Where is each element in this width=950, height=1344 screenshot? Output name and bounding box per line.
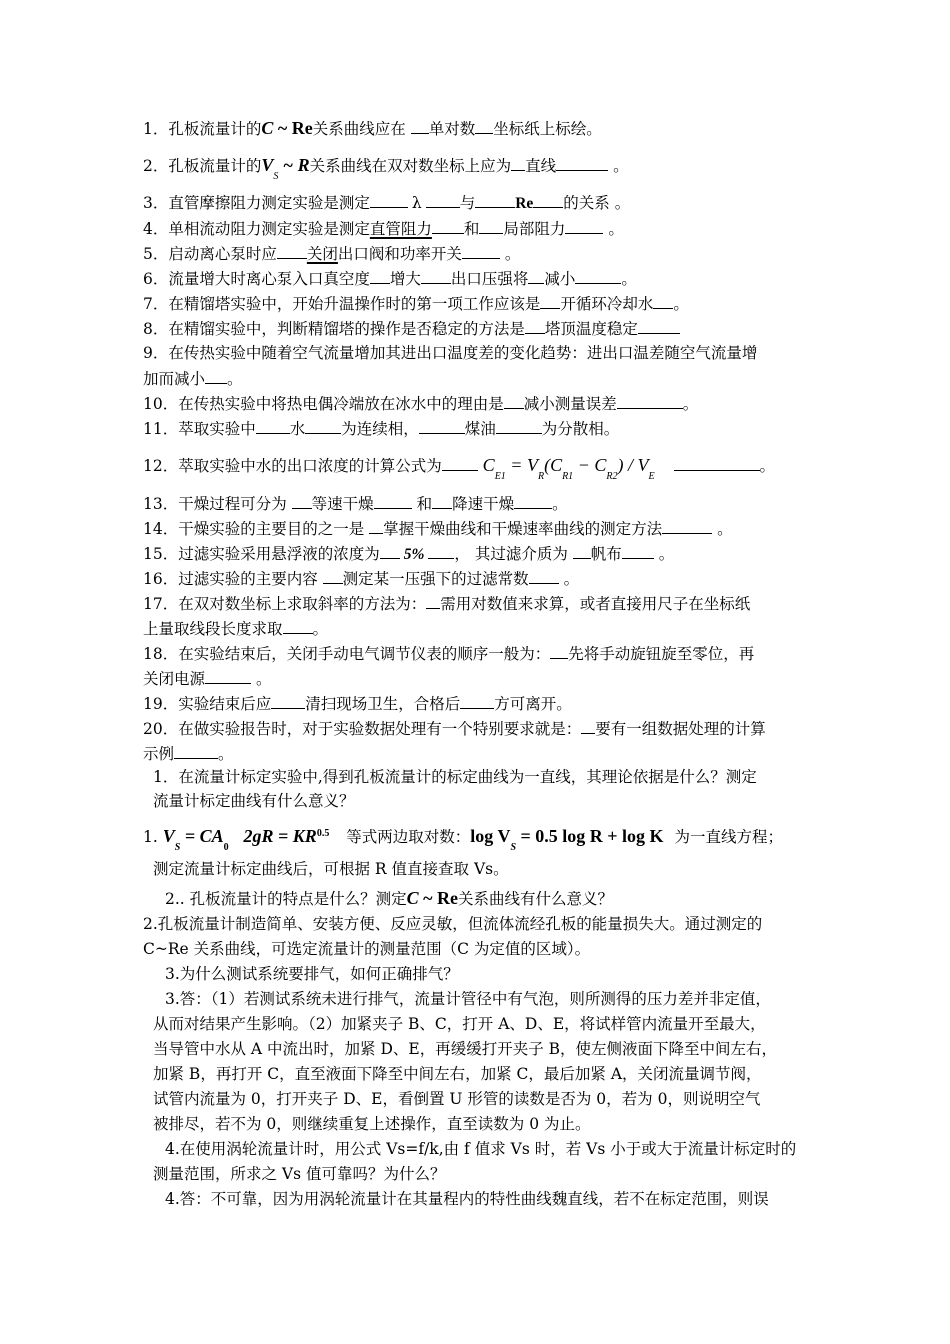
q13-answer-1: 等速干燥 <box>311 495 374 513</box>
sa3-answer-line-1 <box>165 989 833 1009</box>
q18-text: 18．在实验结束后，关闭手动电气调节仪表的顺序一般为： <box>143 645 551 663</box>
q3-text-b: 与 <box>459 194 476 212</box>
sa3-answer-line-4 <box>153 1064 821 1084</box>
q12-formula-c3: C <box>594 455 607 475</box>
q3-answer-1: λ <box>411 194 422 212</box>
sa2-question <box>165 888 833 909</box>
q9-line-1: 9．在传热实验中随着空气流量增加其进出口温度差的变化趋势：进出口温差随空气流量增 <box>143 344 758 362</box>
q15-text-c: 。 <box>653 545 675 563</box>
q19-answer-1: 清扫现场卫生，合格后 <box>305 695 461 713</box>
q1-math-c: C <box>261 118 274 138</box>
sa1-answer-prefix: 1. <box>143 828 158 846</box>
sa2-answer-line-1: 2.孔板流量计制造简单、安装方便、反应灵敏，但流体流经孔板的能量损失大。通过测定的 <box>143 915 763 933</box>
q11-text-b: 为连续相， <box>341 420 419 438</box>
question-16 <box>143 568 811 589</box>
q13-answer-2: 降速干燥 <box>452 495 515 513</box>
sa3-answer-text-3: 当导管中水从 A 中流出时，加紧 D、E，再缓缓打开夹子 B，使左侧液面下降至中间左右， <box>153 1040 778 1058</box>
q4-text-c: 。 <box>603 220 624 238</box>
q3-text-c: 的关系 。 <box>563 194 631 212</box>
q17-answer: 需用对数值来求算，或者直接用尺子在坐标纸 <box>440 595 751 613</box>
question-14 <box>143 518 811 539</box>
question-11 <box>143 418 811 439</box>
sa1-formula-ca: = CA <box>180 826 224 846</box>
sa1-formula-kr: = KR <box>273 826 317 846</box>
sa3-answer-text-6: 被排尽，若不为 0，则继续重复上述操作，直至读数为 0 为止。 <box>153 1115 591 1133</box>
q2-text-c: 。 <box>608 157 629 175</box>
sa4-question <box>165 1139 833 1159</box>
q15-answer-2: 帆布 <box>590 545 622 563</box>
sa3-question <box>165 964 833 984</box>
q2-text-b: 关系曲线在双对数坐标上应为 <box>309 157 512 175</box>
q20-answer-cont: 示例 <box>143 745 175 763</box>
q17-answer-cont: 上量取线段长度求取 <box>143 620 283 638</box>
q15-answer-1: 5% <box>403 546 425 563</box>
q14-text-c: 。 <box>712 520 733 538</box>
question-18-cont <box>143 668 811 689</box>
sa2-math-re: ~ Re <box>418 888 459 908</box>
q20-answer: 要有一组数据处理的计算 <box>595 720 766 738</box>
q6-text: 6．流量增大时离心泵入口真空度 <box>143 270 370 288</box>
q2-math-r: ~ R <box>278 155 310 175</box>
question-19 <box>143 693 811 714</box>
q5-text: 5．启动离心泵时应 <box>143 245 277 263</box>
sa4-question-line-2: 测量范围，所求之 Vs 值可靠吗？为什么？ <box>153 1165 446 1183</box>
sa1-answer-line-2: 测定流量计标定曲线后，可根据 R 值直接查取 Vs。 <box>153 860 509 878</box>
question-12 <box>143 455 811 482</box>
q12-formula-div: ) / <box>617 455 638 475</box>
q18-answer-cont: 关闭电源 <box>143 670 206 688</box>
sa2-question-text: 2.. 孔板流量计的特点是什么？测定 <box>165 890 407 908</box>
sa1-log-sub-s: S <box>510 842 517 853</box>
question-8 <box>143 318 811 339</box>
sa3-question-text: 3.为什么测试系统要排气，如何正确排气？ <box>165 965 459 983</box>
sa1-answer-end: 为一直线方程； <box>674 828 783 846</box>
q6-answer-1: 增大 <box>389 270 421 288</box>
q12-formula-sub-e1: E1 <box>494 471 506 482</box>
question-20-cont <box>143 743 811 764</box>
sa2-answer-cont <box>143 939 811 959</box>
question-13 <box>143 493 811 514</box>
sa3-answer-line-3 <box>153 1039 821 1059</box>
sa4-answer <box>165 1189 833 1209</box>
q9-answer: 加而减小 <box>143 370 206 388</box>
q14-text: 14．干燥实验的主要目的之一是 <box>143 520 370 538</box>
q20-text: 20．在做实验报告时，对于实验数据处理有一个特别要求就是： <box>143 720 582 738</box>
question-18 <box>143 643 811 664</box>
q12-formula-sub-e: E <box>648 471 655 482</box>
q4-text-b: 和 <box>463 220 480 238</box>
q6-text-b: 出口压强将 <box>450 270 529 288</box>
q12-text: 12．萃取实验中水的出口浓度的计算公式为 <box>143 457 442 475</box>
q10-text-c: 。 <box>682 395 699 413</box>
q13-text-c: 。 <box>552 495 568 513</box>
q2-math-sub: S <box>273 171 279 182</box>
q19-text: 19．实验结束后应 <box>143 695 272 713</box>
q12-formula-c2: C <box>550 455 563 475</box>
sa1-log-rest: = 0.5 log R + log K <box>516 826 664 846</box>
sa1-formula-v: V <box>162 826 175 846</box>
q11-answer-1: 水 <box>289 420 306 438</box>
q12-formula-paren: ( <box>544 455 551 475</box>
sa1-log-v: log V <box>470 826 511 846</box>
q10-answer: 减小测量误差 <box>523 395 617 413</box>
q17-text-end: 。 <box>312 620 329 638</box>
question-10 <box>143 393 811 414</box>
sa2-question-end: 关系曲线有什么意义？ <box>458 890 614 908</box>
sa3-answer-text-4: 加紧 B，再打开 C，直至液面下降至中间左右，加紧 C，最后加紧 A，关闭流量调节阀， <box>153 1065 762 1083</box>
q11-text: 11．萃取实验中 <box>143 420 256 438</box>
q12-formula-v2: V <box>637 455 649 475</box>
q12-formula-minus: − <box>573 455 595 475</box>
question-17-cont <box>143 618 811 639</box>
q10-text: 10．在传热实验中将热电偶冷端放在冰水中的理由是 <box>143 395 504 413</box>
q2-math-v: V <box>261 155 274 175</box>
q4-answer-1: 直管阻力 <box>369 220 432 238</box>
sa1-answer-mid: 等式两边取对数： <box>346 828 471 846</box>
sa3-answer-line-2 <box>153 1014 821 1034</box>
q12-formula-c: C <box>482 455 495 475</box>
question-17 <box>143 593 811 614</box>
q1-text-b: 关系曲线应在 <box>312 120 411 138</box>
sa1-answer-formula <box>143 826 811 853</box>
q17-text: 17．在双对数坐标上求取斜率的方法为： <box>143 595 427 613</box>
q16-text: 16．过滤实验的主要内容 <box>143 570 323 588</box>
sa3-answer-text-2: 从而对结果产生影响。（2）加紧夹子 B、C，打开 A、D、E，将试样管内流量开至最大， <box>153 1015 766 1033</box>
question-6 <box>143 268 811 289</box>
sa1-question-line-2: 流量计标定曲线有什么意义？ <box>153 792 355 810</box>
sa1-formula-sub-0: 0 <box>223 842 229 853</box>
sa3-answer-line-5 <box>153 1089 821 1109</box>
q8-text: 8．在精馏实验中，判断精馏塔的操作是否稳定的方法是 <box>143 320 525 338</box>
q11-answer-2: 煤油 <box>464 420 496 438</box>
q7-text-c: 。 <box>673 295 689 313</box>
sa4-question-cont <box>153 1164 821 1184</box>
q5-text-c: 。 <box>499 245 521 263</box>
q15-text: 15．过滤实验采用悬浮液的浓度为 <box>143 545 380 563</box>
q8-answer: 塔顶温度稳定 <box>544 320 638 338</box>
q1-text-c: 坐标纸上标绘。 <box>493 120 602 138</box>
q2-answer: 直线 <box>525 157 557 175</box>
q3-text: 3．直管摩擦阻力测定实验是测定 <box>143 194 370 212</box>
sa3-answer-text-1: 3.答：（1）若测试系统未进行排气，流量计管径中有气泡，则所测得的压力差并非定值， <box>165 990 771 1008</box>
sa1-formula-2gr: 2gR <box>243 826 274 846</box>
q11-text-c: 为分散相。 <box>541 420 620 438</box>
sa4-question-line-1: 4.在使用涡轮流量计时，用公式 Vs=f/k,由 f 值求 Vs 时，若 Vs 小于或大于流量计标定时的 <box>165 1140 797 1158</box>
q12-formula-sub-r: R <box>537 471 545 482</box>
sa4-answer-line-1: 4.答：不可靠，因为用涡轮流量计在其量程内的特性曲线魏直线，若不在标定范围，则误 <box>165 1190 769 1208</box>
q16-answer: 测定某一压强下的过滤常数 <box>342 570 529 588</box>
question-4 <box>143 218 811 239</box>
question-15 <box>143 543 811 565</box>
q7-text: 7．在精馏塔实验中，开始升温操作时的第一项工作应该是 <box>143 295 541 313</box>
sa1-question-cont <box>153 791 821 811</box>
q12-formula-v: V <box>526 455 538 475</box>
q4-text: 4．单相流动阻力测定实验是测定 <box>143 220 370 238</box>
q14-answer: 掌握干燥曲线和干燥速率曲线的测定方法 <box>383 520 663 538</box>
q13-text-b: 和 <box>411 495 433 513</box>
sa1-formula-exponent: 0.5 <box>316 828 330 839</box>
q6-answer-2: 减小 <box>544 270 576 288</box>
sa1-question <box>153 767 821 787</box>
q2-text: 2．孔板流量计的 <box>143 157 262 175</box>
question-5 <box>143 243 811 264</box>
q1-answer: 单对数 <box>428 120 476 138</box>
q5-answer: 关闭 <box>306 245 338 263</box>
question-9-cont <box>143 368 811 389</box>
sa2-answer-line-2: C~Re 关系曲线，可选定流量计的测量范围（C 为定值的区域）。 <box>143 940 591 958</box>
q16-text-c: 。 <box>558 570 580 588</box>
sa1-question-line-1: 1．在流量计标定实验中,得到孔板流量计的标定曲线为一直线，其理论依据是什么？测定 <box>153 768 757 786</box>
sa3-answer-text-5: 试管内流量为 0，打开夹子 D、E，看倒置 U 形管的读数是否为 0，若为 0，则说明空气 <box>153 1090 761 1108</box>
q12-formula-sub-r1: R1 <box>562 471 574 482</box>
sa1-answer-cont <box>153 859 821 879</box>
q12-text-c: 。 <box>759 457 776 475</box>
q18-answer: 先将手动旋钮旋至零位，再 <box>568 645 755 663</box>
sa2-answer <box>143 914 811 934</box>
sa2-math-c: C <box>406 888 419 908</box>
q15-text-b: ， 其过滤介质为 <box>454 545 573 563</box>
q18-text-end: 。 <box>251 670 272 688</box>
sa1-formula-sub-s: S <box>174 842 181 853</box>
q6-text-c: 。 <box>621 270 637 288</box>
q12-formula-eq: = <box>505 455 527 475</box>
q12-formula-sub-r2: R2 <box>606 471 618 482</box>
q3-answer-2: Re <box>515 195 534 212</box>
question-2 <box>143 155 811 182</box>
question-7 <box>143 293 811 314</box>
q4-answer-2: 局部阻力 <box>503 220 566 238</box>
q1-text: 1．孔板流量计的 <box>143 120 262 138</box>
q19-answer-2: 方可离开。 <box>494 695 572 713</box>
question-3 <box>143 192 811 214</box>
question-9 <box>143 343 811 363</box>
q9-line-2-end: 。 <box>227 370 243 388</box>
question-20 <box>143 718 811 739</box>
q5-text-b: 出口阀和功率开关 <box>337 245 462 263</box>
question-1 <box>143 118 811 139</box>
q13-text: 13．干燥过程可分为 <box>143 495 292 513</box>
q7-answer: 开循环冷却水 <box>560 295 654 313</box>
q1-math-re: ~ Re <box>273 118 313 138</box>
q20-text-end: 。 <box>218 745 234 763</box>
sa3-answer-line-6 <box>153 1114 821 1134</box>
